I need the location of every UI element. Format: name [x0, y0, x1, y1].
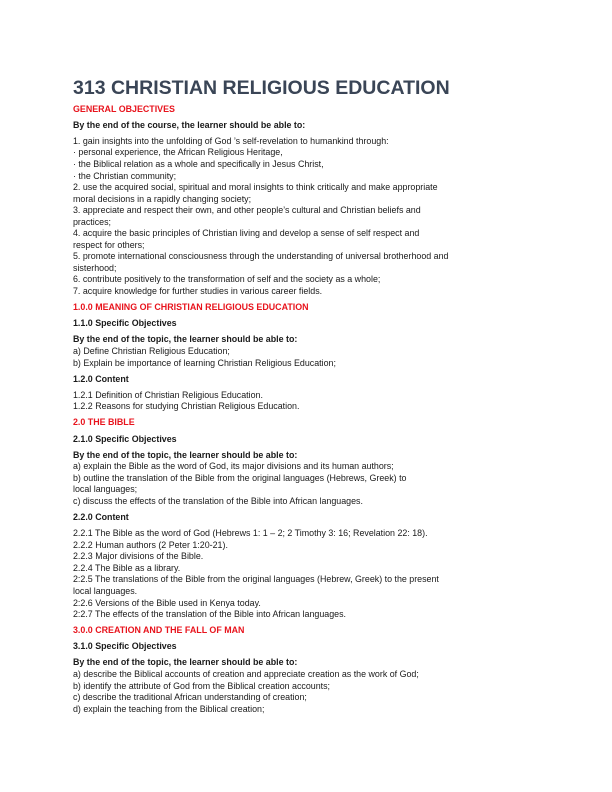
section-heading-1 — [73, 302, 543, 314]
text-line: 2:2.7 The effects of the translation of the Bible into African languages. — [73, 609, 347, 620]
text-line: 7. acquire knowledge for further studies in various career fields. — [73, 285, 323, 296]
text-line: 2.2.2 Human authors (2 Peter 1:20-21). — [73, 539, 228, 550]
text-line: · the Biblical relation as a whole and specifically in Jesus Christ, — [73, 158, 324, 169]
text-line: b) outline the translation of the Bible from the original languages (Hebrews, Greek) to — [73, 472, 407, 483]
bold-heading-text: By the end of the topic, the learner should be able to: — [73, 657, 298, 668]
text-line: 1.2.1 Definition of Christian Religious Education. — [73, 389, 263, 400]
text-line: c) discuss the effects of the translation of the Bible into African languages. — [73, 495, 363, 506]
text-line: c) describe the traditional African understanding of creation; — [73, 692, 307, 703]
section-heading-text: 1.0.0 MEANING OF CHRISTIAN RELIGIOUS EDUCATION — [73, 302, 309, 313]
bold-heading-text: By the end of the course, the learner should be able to: — [73, 119, 306, 130]
objectives-intro — [73, 450, 543, 508]
general-objectives-intro — [73, 120, 543, 132]
text-line: b) Explain be importance of learning Christian Religious Education; — [73, 357, 336, 368]
content-list — [73, 390, 543, 413]
document-body — [73, 104, 543, 716]
text-line: 2.2.3 Major divisions of the Bible. — [73, 551, 204, 562]
text-line: 2.2.4 The Bible as a library. — [73, 562, 181, 573]
text-line: local languages. — [73, 585, 138, 596]
text-line: respect for others; — [73, 239, 145, 250]
section-heading-text: 3.0.0 CREATION AND THE FALL OF MAN — [73, 625, 245, 636]
text-line: a) explain the Bible as the word of God, its major divisions and its human authors; — [73, 461, 394, 472]
document-page — [73, 77, 543, 715]
content-list — [73, 528, 543, 620]
text-line: · personal experience, the African Religious Heritage, — [73, 147, 283, 158]
specific-objectives-heading — [73, 434, 543, 446]
section-heading-text: GENERAL OBJECTIVES — [73, 103, 175, 114]
text-line: 1.2.2 Reasons for studying Christian Religious Education. — [73, 401, 300, 412]
content-heading — [73, 374, 543, 386]
section-heading-3 — [73, 625, 543, 637]
bold-heading-text: 2.1.0 Specific Objectives — [73, 433, 177, 444]
text-line: d) explain the teaching from the Biblical creation; — [73, 703, 265, 714]
bold-heading-text: By the end of the topic, the learner should be able to: — [73, 449, 298, 460]
text-line: local languages; — [73, 484, 138, 495]
bold-heading-text: 1.1.0 Specific Objectives — [73, 318, 177, 329]
text-line: a) describe the Biblical accounts of creation and appreciate creation as the work of God; — [73, 669, 419, 680]
text-line: b) identify the attribute of God from the Biblical creation accounts; — [73, 680, 331, 691]
general-objectives-heading — [73, 104, 543, 116]
bold-heading-text: By the end of the topic, the learner should be able to: — [73, 334, 298, 345]
content-heading — [73, 512, 543, 524]
bold-heading-text: 1.2.0 Content — [73, 373, 129, 384]
section-heading-text: 2.0 THE BIBLE — [73, 417, 135, 428]
text-line: 2:2.6 Versions of the Bible used in Kenya today. — [73, 597, 261, 608]
section-heading-2 — [73, 417, 543, 429]
general-objectives-list — [73, 136, 543, 298]
text-line: 3. appreciate and respect their own, and other people’s cultural and Christian beliefs and — [73, 205, 421, 216]
objectives-intro — [73, 334, 543, 369]
text-line: sisterhood; — [73, 262, 117, 273]
text-line: practices; — [73, 216, 111, 227]
text-line: 2:2.5 The translations of the Bible from the original languages (Hebrew, Greek) to the present — [73, 574, 439, 585]
page-title: 313 CHRISTIAN RELIGIOUS EDUCATION — [73, 77, 450, 99]
text-line: a) Define Christian Religious Education; — [73, 345, 230, 356]
objectives-intro — [73, 657, 543, 715]
specific-objectives-heading — [73, 318, 543, 330]
text-line: 6. contribute positively to the transformation of self and the society as a whole; — [73, 274, 381, 285]
text-line: 2. use the acquired social, spiritual and moral insights to think critically and make appropriate — [73, 182, 438, 193]
specific-objectives-heading — [73, 641, 543, 653]
text-line: · the Christian community; — [73, 170, 177, 181]
text-line: moral decisions in a rapidly changing society; — [73, 193, 252, 204]
bold-heading-text: 2.2.0 Content — [73, 512, 129, 523]
text-line: 1. gain insights into the unfolding of God ’s self-revelation to humankind through: — [73, 135, 389, 146]
text-line: 2.2.1 The Bible as the word of God (Hebrews 1: 1 – 2; 2 Timothy 3: 16; Revelation 22: 18). — [73, 528, 428, 539]
text-line: 5. promote international consciousness through the understanding of universal brotherhood and — [73, 251, 449, 262]
text-line: 4. acquire the basic principles of Christian living and develop a sense of self respect and — [73, 228, 420, 239]
bold-heading-text: 3.1.0 Specific Objectives — [73, 641, 177, 652]
